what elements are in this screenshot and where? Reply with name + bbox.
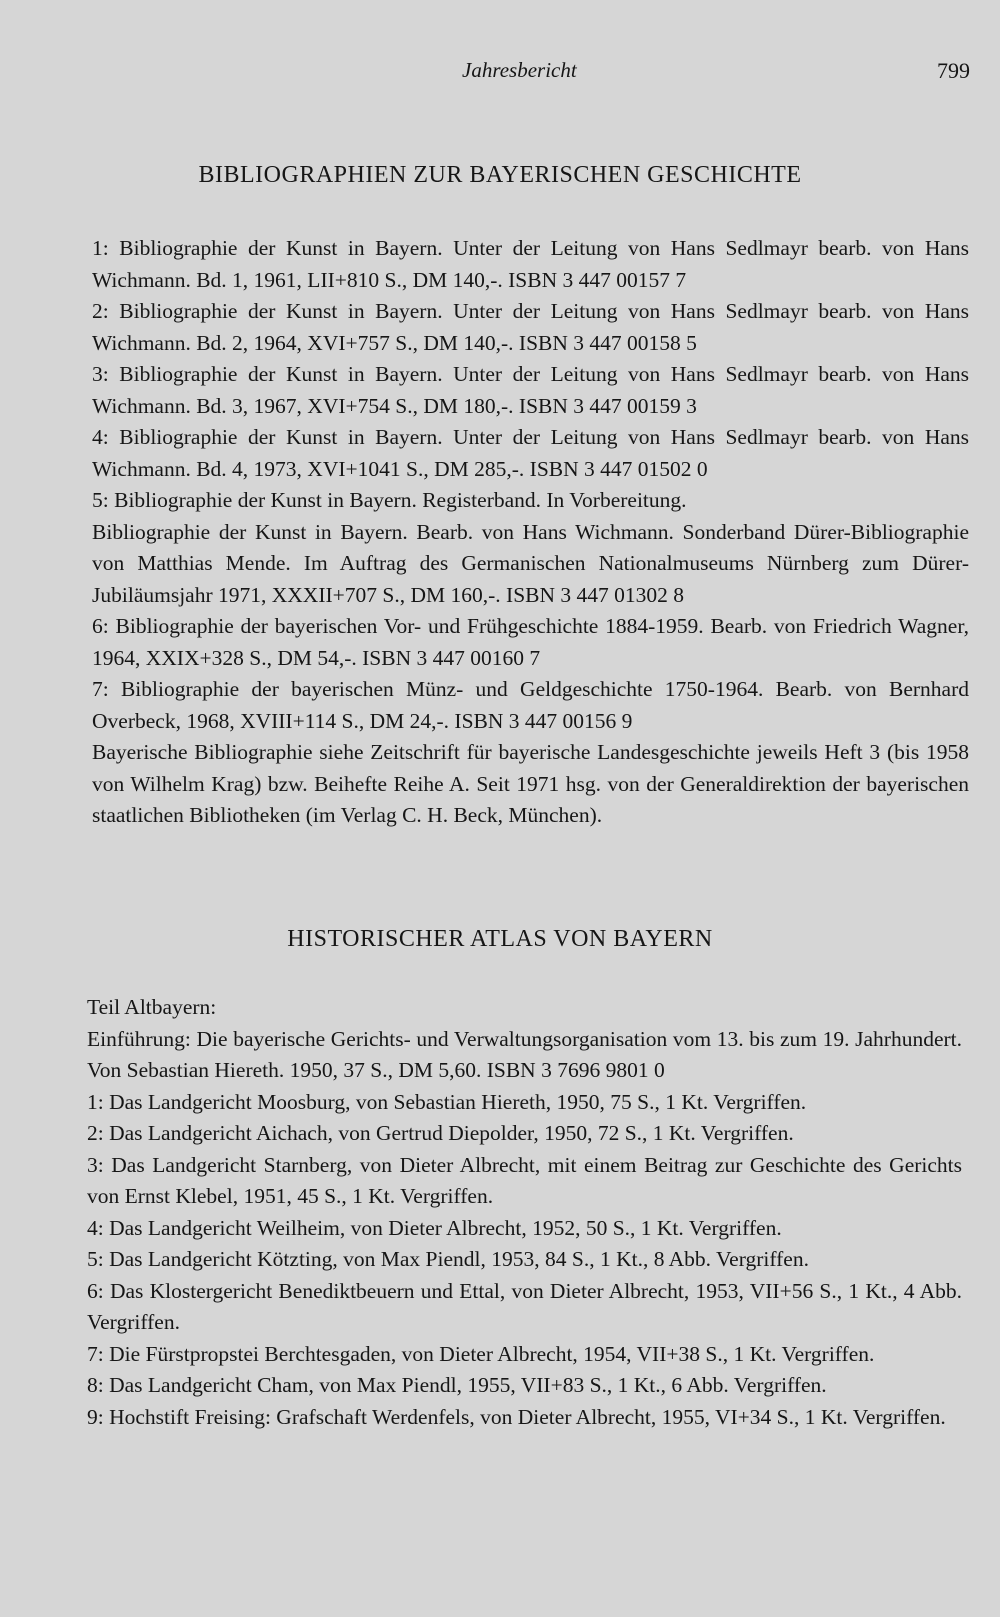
bibliography-entry: 5: Bibliographie der Kunst in Bayern. Registerband. In Vorbereitung.: [92, 488, 687, 512]
bibliography-entry: 4: Bibliographie der Kunst in Bayern. Unter der Leitung von Hans Sedlmayr bearb. von Hans Wichmann. Bd. 4, 1973, XVI+1041 S., DM 285,-. ISBN 3 447 01502 0: [92, 425, 969, 481]
section-heading-historischer-atlas: HISTORISCHER ATLAS VON BAYERN: [287, 926, 713, 952]
atlas-entry: 9: Hochstift Freising: Grafschaft Werdenfels, von Dieter Albrecht, 1955, VI+34 S., 1 Kt. Vergriffen.: [87, 1404, 946, 1429]
section-heading-bibliographien: BIBLIOGRAPHIEN ZUR BAYERISCHEN GESCHICHTE: [198, 162, 802, 188]
atlas-entry: 7: Die Fürstpropstei Berchtesgaden, von Dieter Albrecht, 1954, VII+38 S., 1 Kt. Vergriffen.: [87, 1341, 875, 1366]
bibliography-entry: 6: Bibliographie der bayerischen Vor- und Frühgeschichte 1884-1959. Bearb. von Friedrich Wagner, 1964, XXIX+328 S., DM 54,-. ISBN 3 447 00160 7: [92, 614, 969, 670]
atlas-list: [87, 992, 962, 1433]
bibliography-entry: 2: Bibliographie der Kunst in Bayern. Unter der Leitung von Hans Sedlmayr bearb. von Hans Wichmann. Bd. 2, 1964, XVI+757 S., DM 140,-. ISBN 3 447 00158 5: [92, 299, 969, 355]
bibliography-entry: Bibliographie der Kunst in Bayern. Bearb. von Hans Wichmann. Sonderband Dürer-Bibliographie von Matthias Mende. Im Auftrag des Germanischen Nationalmuseums Nürnberg zum Dürer-Jubiläumsjahr 1971, XXXII+707 S., DM 160,-. ISBN 3 447 01302 8: [92, 519, 969, 607]
bibliography-entry: Bayerische Bibliographie siehe Zeitschrift für bayerische Landesgeschichte jeweils Heft 3 (bis 1958 von Wilhelm Krag) bzw. Beihefte Reihe A. Seit 1971 hsg. von der Generaldirektion der bayerischen staatlichen Bibliotheken (im Verlag C. H. Beck, München).: [92, 740, 969, 827]
bibliographien-list: [92, 233, 969, 832]
bibliography-entry: 7: Bibliographie der bayerischen Münz- und Geldgeschichte 1750-1964. Bearb. von Bernhard Overbeck, 1968, XVIII+114 S., DM 24,-. ISBN 3 447 00156 9: [92, 677, 969, 733]
page-number: 799: [937, 58, 970, 83]
atlas-entry: 2: Das Landgericht Aichach, von Gertrud Diepolder, 1950, 72 S., 1 Kt. Vergriffen.: [87, 1121, 794, 1145]
atlas-subheading: Teil Altbayern:: [87, 995, 217, 1019]
bibliography-entry: 1: Bibliographie der Kunst in Bayern. Unter der Leitung von Hans Sedlmayr bearb. von Hans Wichmann. Bd. 1, 1961, LII+810 S., DM 140,-. ISBN 3 447 00157 7: [92, 236, 969, 292]
atlas-entry: 8: Das Landgericht Cham, von Max Piendl, 1955, VII+83 S., 1 Kt., 6 Abb. Vergriffen.: [87, 1373, 827, 1397]
bibliography-entry: 3: Bibliographie der Kunst in Bayern. Unter der Leitung von Hans Sedlmayr bearb. von Hans Wichmann. Bd. 3, 1967, XVI+754 S., DM 180,-. ISBN 3 447 00159 3: [92, 362, 969, 418]
running-head: [0, 58, 1000, 88]
atlas-entry: Einführung: Die bayerische Gerichts- und Verwaltungsorganisation vom 13. bis zum 19. Jahrhundert. Von Sebastian Hiereth. 1950, 37 S., DM 5,60. ISBN 3 7696 9801 0: [87, 1026, 962, 1082]
atlas-entry: 5: Das Landgericht Kötzting, von Max Piendl, 1953, 84 S., 1 Kt., 8 Abb. Vergriffen.: [87, 1247, 809, 1271]
running-title: Jahresbericht: [462, 58, 577, 82]
atlas-entry: 1: Das Landgericht Moosburg, von Sebastian Hiereth, 1950, 75 S., 1 Kt. Vergriffen.: [87, 1089, 807, 1114]
atlas-entry: 6: Das Klostergericht Benediktbeuern und Ettal, von Dieter Albrecht, 1953, VII+56 S., 1 Kt., 4 Abb. Vergriffen.: [87, 1278, 962, 1334]
atlas-entry: 4: Das Landgericht Weilheim, von Dieter Albrecht, 1952, 50 S., 1 Kt. Vergriffen.: [87, 1215, 782, 1240]
atlas-entry: 3: Das Landgericht Starnberg, von Dieter Albrecht, mit einem Beitrag zur Geschichte des Gerichts von Ernst Klebel, 1951, 45 S., 1 Kt. Vergriffen.: [87, 1152, 962, 1208]
